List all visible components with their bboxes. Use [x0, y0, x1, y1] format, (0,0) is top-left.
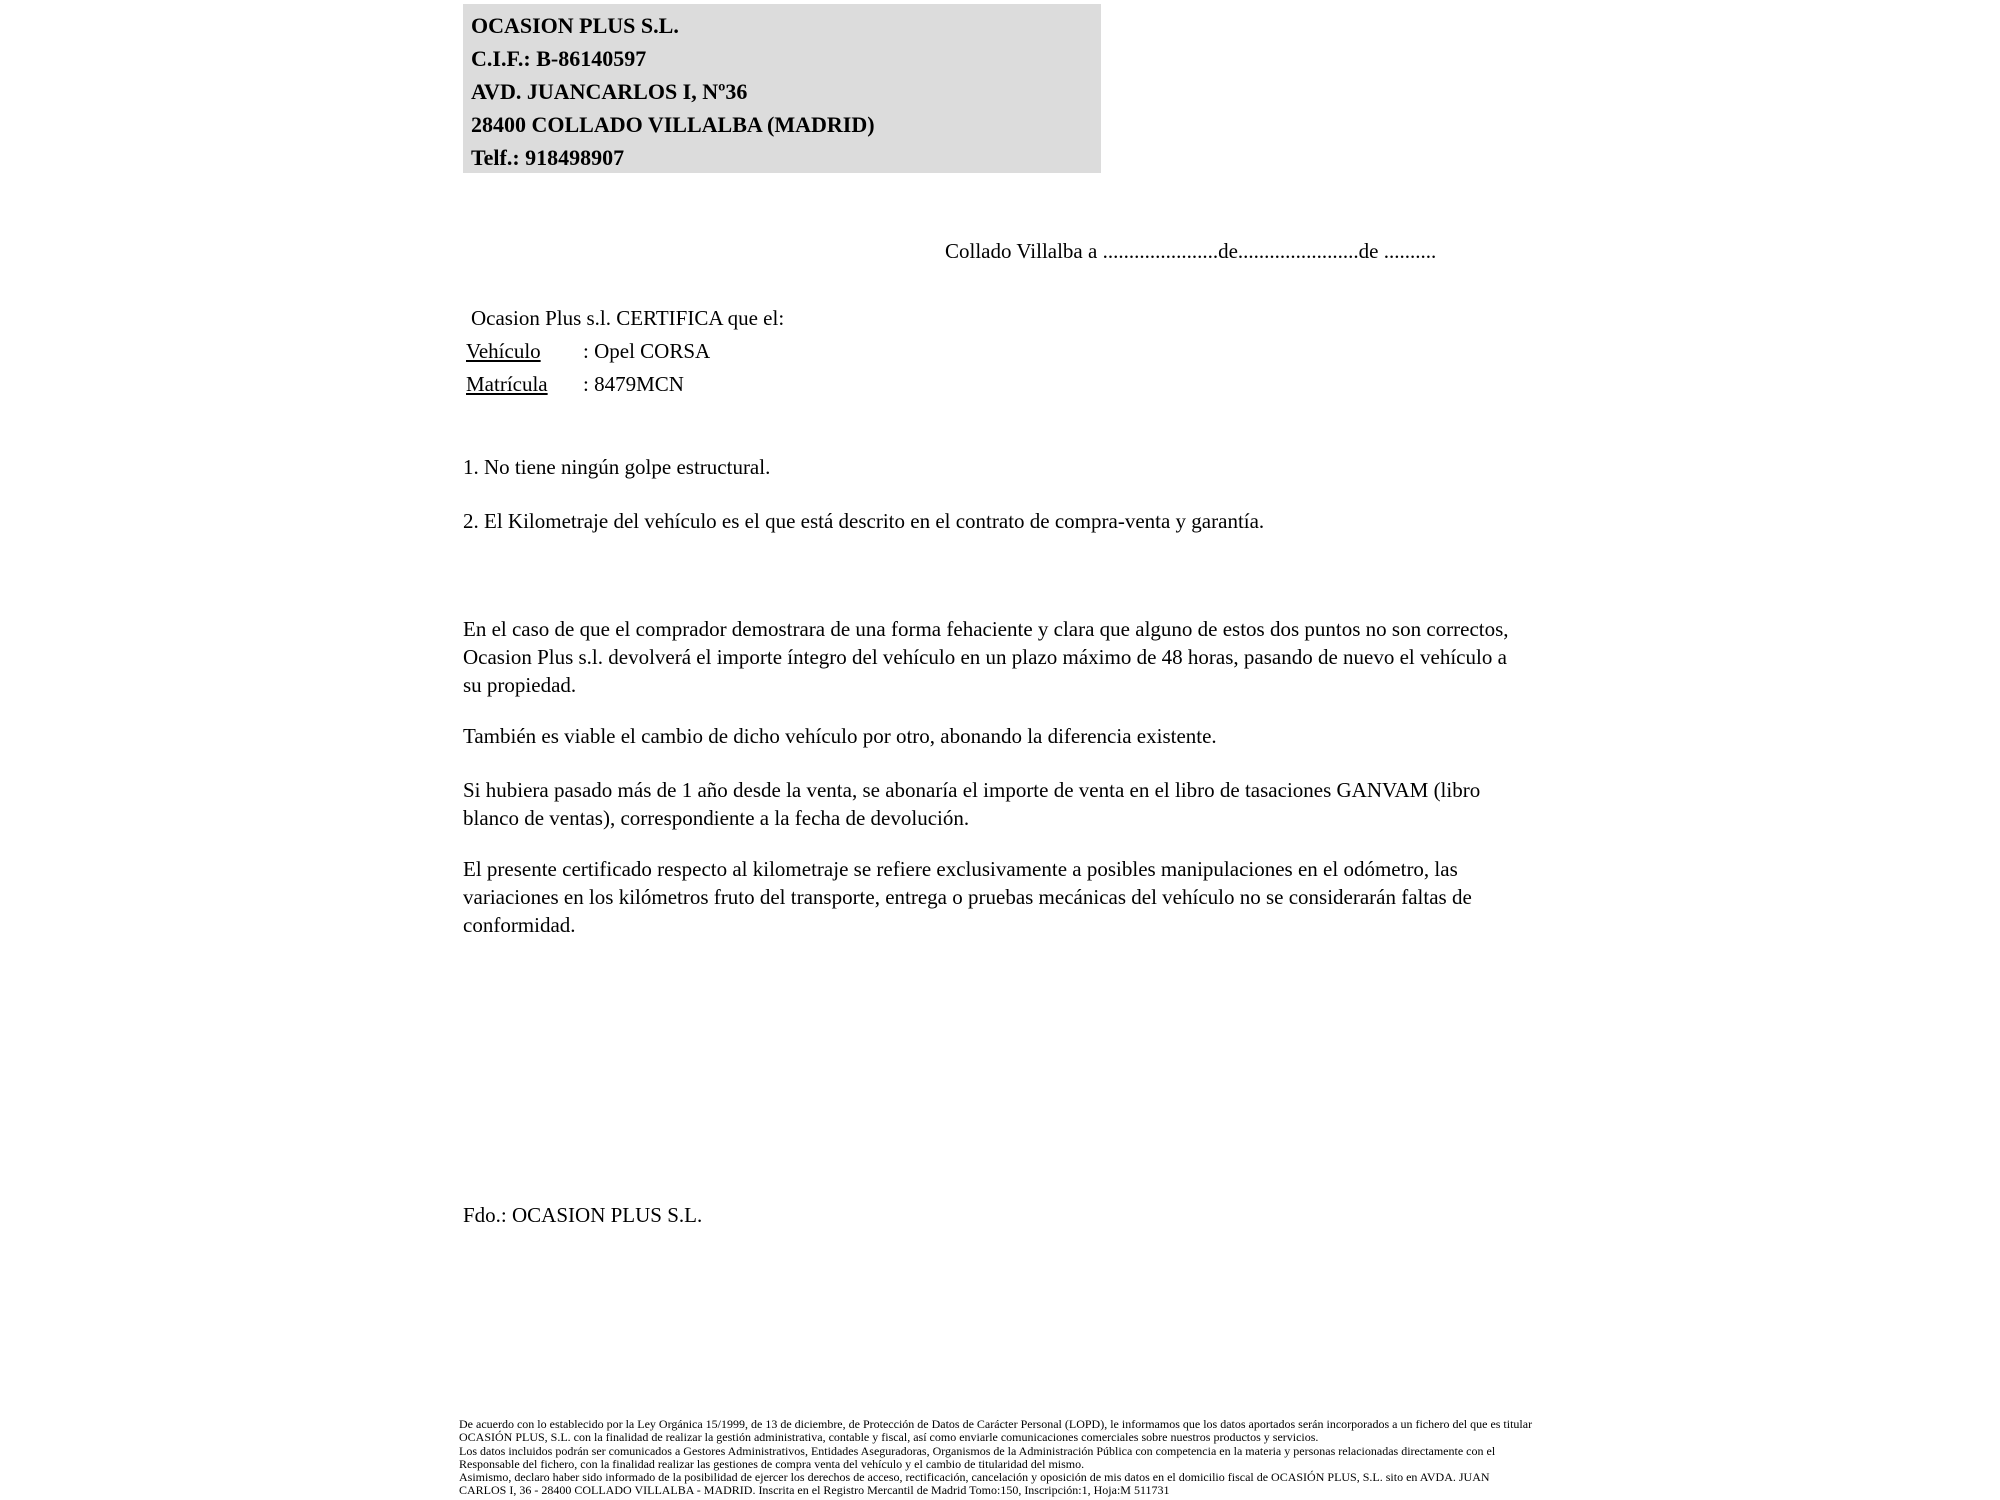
legal-footer-line: CARLOS I, 36 - 28400 COLLADO VILLALBA - MADRID. Inscrita en el Registro Mercantil de Madrid Tomo:150, Inscripción:1, Hoja:M 511731: [459, 1483, 1170, 1498]
company-city: 28400 COLLADO VILLALBA (MADRID): [471, 112, 875, 137]
company-address: AVD. JUANCARLOS I, Nº36: [471, 79, 748, 104]
legal-footer-line: De acuerdo con lo establecido por la Ley Orgánica 15/1999, de 13 de diciembre, de Protección de Datos de Carácter Personal (LOPD), le informamos que los datos aportados serán incorporados a un fichero del que es titular: [459, 1417, 1533, 1431]
signature-line: Fdo.: OCASION PLUS S.L.: [463, 1203, 703, 1227]
vehicle-value: : Opel CORSA: [583, 339, 711, 363]
company-name: OCASION PLUS S.L.: [471, 13, 679, 38]
vehicle-label: Vehículo: [466, 339, 541, 363]
certify-intro-text: Ocasion Plus s.l. CERTIFICA que el:: [471, 306, 785, 330]
refund-clause-paragraph: En el caso de que el comprador demostrara de una forma fehaciente y clara que alguno de estos dos puntos no son correctos, Ocasion Plus s.l. devolverá el importe íntegro del vehículo en un plazo máximo de 48 horas, pasando de nuevo el vehículo a su propiedad.: [463, 617, 1509, 697]
certified-point-2: 2. El Kilometraje del vehículo es el que está descrito en el contrato de compra-venta y garantía.: [463, 509, 1265, 533]
legal-footer: [459, 1418, 1544, 1498]
company-phone: Telf.: 918498907: [471, 145, 625, 170]
legal-footer-line: Los datos incluidos podrán ser comunicados a Gestores Administrativos, Entidades Aseguradoras, Organismos de la Administración Pública con competencia en la materia y personas relacionadas directamente con el: [459, 1443, 1496, 1458]
legal-footer-line: OCASIÓN PLUS, S.L. con la finalidad de realizar la gestión administrativa, contable y fiscal, así como enviarle comunicaciones comerciales sobre nuestros productos y servicios.: [459, 1430, 1319, 1445]
legal-footer-line: Responsable del fichero, con la finalidad realizar las gestiones de compra venta del vehículo y el cambio de titularidad del mismo.: [459, 1456, 1085, 1471]
vehicle-row: [466, 335, 784, 368]
plate-value: : 8479MCN: [583, 372, 684, 396]
company-header-box: [463, 4, 1101, 173]
odometer-clause-paragraph: El presente certificado respecto al kilometraje se refiere exclusivamente a posibles manipulaciones en el odómetro, las variaciones en los kilómetros fruto del transporte, entrega o pruebas mecánicas del vehículo no se considerarán faltas de conformidad.: [463, 857, 1472, 937]
date-fill-in-line: Collado Villalba a ......................de.......................de ..........: [945, 239, 1437, 263]
exchange-clause-paragraph: También es viable el cambio de dicho vehículo por otro, abonando la diferencia existente.: [463, 724, 1217, 748]
certified-point-1: 1. No tiene ningún golpe estructural.: [463, 455, 771, 479]
ganvam-clause-paragraph: Si hubiera pasado más de 1 año desde la venta, se abonaría el importe de venta en el libro de tasaciones GANVAM (libro blanco de ventas), correspondiente a la fecha de devolución.: [463, 778, 1481, 830]
certification-block: [466, 302, 784, 401]
legal-footer-line: Asimismo, declaro haber sido informado de la posibilidad de ejercer los derechos de acceso, rectificación, cancelación y oposición de mis datos en el domicilio fiscal de OCASIÓN PLUS, S.L. sito en AVDA. JUAN: [459, 1470, 1490, 1485]
plate-label: Matrícula: [466, 372, 548, 396]
company-cif: C.I.F.: B-86140597: [471, 46, 647, 71]
plate-row: [466, 368, 784, 401]
